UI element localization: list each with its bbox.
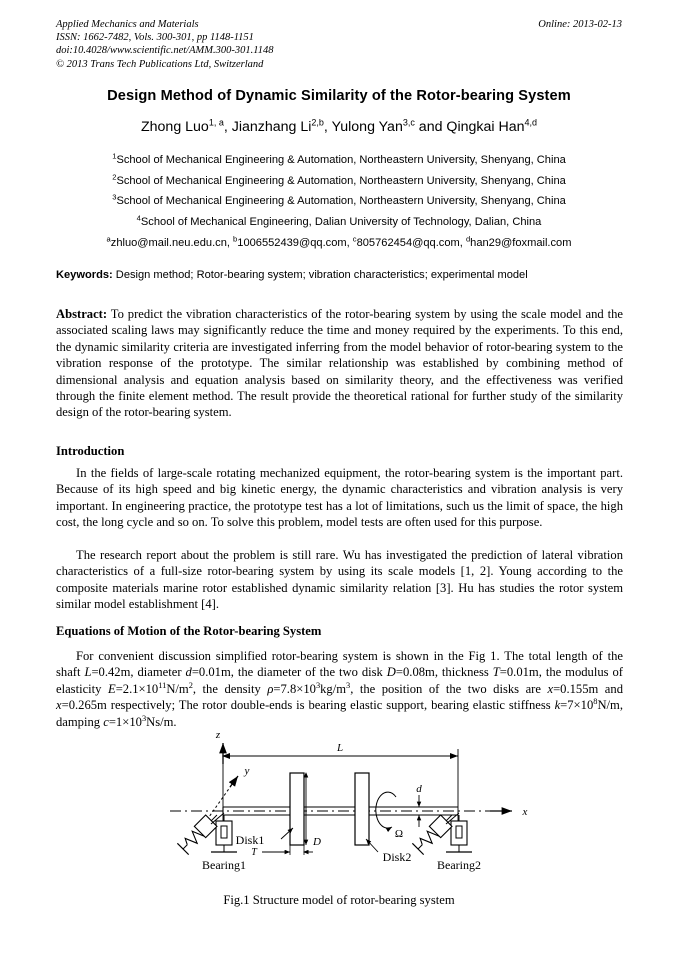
- eq-p1-t9: =7.8×10: [273, 681, 316, 696]
- dimension-d: [416, 783, 422, 827]
- author-sup-3: 3,c: [402, 117, 415, 128]
- axis-z: [215, 729, 223, 764]
- var-rho: ρ: [267, 681, 274, 696]
- bearing1-damper-piston: [221, 826, 227, 838]
- affiliation-3: [40, 191, 638, 212]
- email-marker-d: d: [465, 234, 471, 244]
- introduction-paragraph-2: The research report about the problem is still rare. Wu has investigated the prediction of lateral vibration characteristics of a full-size rotor-bearing system by using its scale models [1, 2]. Young according to the composite materials marine rotor established dynamic similarity relation [3]. Hu has studies the rotor system similar model establishment [4].: [56, 548, 623, 612]
- axis-x-label: x: [522, 806, 528, 818]
- email-b[interactable]: 1006552439@qq.com,: [237, 237, 353, 249]
- affiliation-2: [40, 171, 638, 192]
- eq-p1-t5: =0.01m, the modulus of elasticity: [56, 665, 623, 696]
- section-heading-introduction: Introduction: [56, 444, 125, 458]
- journal-name-text: Applied Mechanics and Materials: [56, 19, 199, 30]
- eq-p1-t14: =7×10: [560, 698, 594, 713]
- abstract-text: To predict the vibration characteristics of the rotor-bearing system by using the scale model and the associated scaling laws may significantly reduce the time and money required by the experiments. To this end, the dynamic similarity criteria are investigated inferring from the model behavior of rotor-bearing system to the vibration response of the prototype. The similar relationship was established by combining method of dimensional analysis and equation analysis based on similarity theory, and the effectiveness was verified through the finite element method. The result provide the theoretical rational for further study of the similarity design of the rotor-bearing system.: [56, 307, 623, 420]
- affiliation-text-3: School of Mechanical Engineering & Automation, Northeastern University, Shenyang, China: [116, 195, 566, 207]
- journal-name: [56, 18, 622, 31]
- affiliation-text-4: School of Mechanical Engineering, Dalian University of Technology, Dalian, China: [140, 215, 542, 228]
- dimension-L: [223, 742, 458, 756]
- eq-p1-t15: N/m, damping: [56, 698, 623, 729]
- var-T: T: [492, 665, 500, 680]
- affiliation-marker-3: 3: [112, 192, 117, 202]
- affiliation-marker-4: 4: [136, 212, 141, 222]
- journal-copyright: © 2013 Trans Tech Publications Ltd, Switzerland: [56, 58, 264, 70]
- author-sup-1: 1, a: [208, 117, 224, 128]
- disk2-label-group: [366, 839, 411, 864]
- axis-z-label: z: [215, 729, 221, 741]
- rotor-bearing-diagram: [0, 726, 678, 891]
- exp-8: 8: [593, 697, 598, 707]
- var-L: L: [84, 665, 92, 680]
- disk1-shape: [290, 773, 304, 845]
- affiliation-text-1: School of Mechanical Engineering & Automation, Northeastern University, Shenyang, China: [116, 154, 566, 166]
- email-c[interactable]: 805762454@qq.com,: [356, 237, 466, 249]
- dimension-d-label: d: [416, 783, 422, 795]
- var-x1: x: [547, 681, 554, 696]
- disk2-shape: [355, 773, 369, 845]
- disk2-label: Disk2: [382, 850, 412, 864]
- rotation-omega: [376, 792, 403, 840]
- author-list: [56, 119, 622, 135]
- eq-p1-t3: =0.01m, the diameter of the two disk: [191, 665, 387, 680]
- dimension-L-label: L: [336, 742, 344, 754]
- keywords-line: [56, 269, 622, 281]
- author-name-1: Zhong Luo: [140, 119, 209, 135]
- email-marker-b: b: [233, 234, 238, 244]
- eq-p1-t2: =0.42m, diameter: [91, 665, 186, 680]
- equations-paragraph-1: [56, 648, 623, 730]
- var-d: d: [185, 665, 192, 680]
- omega-label: Ω: [394, 828, 404, 840]
- eq-p1-t13: =0.265m respectively; The rotor double-ends is bearing elastic support, bearing elastic stiffness: [61, 698, 555, 713]
- eq-p1-t8: , the density: [192, 681, 268, 696]
- eq-p1-t10: kg/m: [320, 681, 347, 696]
- author-sep-3: and: [414, 119, 447, 135]
- var-D: D: [386, 665, 396, 680]
- exp-3a: 3: [315, 680, 321, 690]
- disk1-label: Disk1: [235, 833, 265, 847]
- keywords-text: Design method; Rotor-bearing system; vibration characteristics; experimental model: [112, 269, 528, 281]
- eq-p1-t11: , the position of the two disks are: [350, 681, 548, 696]
- page-title: Design Method of Dynamic Similarity of the Rotor-bearing System: [107, 88, 571, 104]
- var-k: k: [554, 698, 561, 713]
- bearing2: [412, 809, 481, 872]
- journal-header: [56, 18, 622, 71]
- figure-1: [0, 726, 678, 896]
- section-heading-equations: Equations of Motion of the Rotor-bearing System: [56, 624, 322, 638]
- abstract-label: Abstract:: [56, 307, 108, 321]
- eq-p1-t1: For convenient discussion simplified rotor-bearing system is shown in the Fig 1. The total length of the shaft: [56, 649, 623, 680]
- email-d[interactable]: han29@foxmail.com: [470, 237, 572, 249]
- journal-issn: ISSN: 1662-7482, Vols. 300-301, pp 1148-1151: [56, 32, 254, 44]
- eq-p1-t4: =0.08m, thickness: [395, 665, 493, 680]
- author-emails: [40, 233, 638, 254]
- var-x2: x: [56, 698, 62, 713]
- bearing2-label: Bearing2: [437, 858, 481, 872]
- author-sep-1: ,: [223, 119, 232, 135]
- disk1-label-group: [236, 828, 293, 847]
- dimension-D-label: D: [313, 836, 321, 848]
- affiliation-marker-1: 1: [112, 151, 117, 161]
- email-marker-a: a: [106, 234, 111, 244]
- author-sup-4: 4,d: [524, 117, 538, 128]
- figure-1-caption: Fig.1 Structure model of rotor-bearing system: [223, 893, 455, 907]
- var-c: c: [103, 714, 109, 729]
- abstract-block: [56, 306, 623, 421]
- journal-doi: doi:10.4028/www.scientific.net/AMM.300-301.1148: [56, 45, 274, 57]
- axis-y-label: y: [244, 765, 250, 777]
- affiliation-marker-2: 2: [112, 171, 117, 181]
- eq-p1-t6: =2.1×10: [115, 681, 159, 696]
- eq-p1-t7: N/m: [166, 681, 189, 696]
- affiliation-block: [40, 150, 638, 254]
- dimension-T-label: T: [251, 847, 257, 858]
- eq-p1-t12: =0.155m and: [553, 681, 623, 696]
- eq-p1-t16: =1×10: [108, 714, 142, 729]
- author-name-3: Yulong Yan: [331, 119, 403, 135]
- keywords-label: Keywords:: [56, 269, 113, 281]
- affiliation-1: [40, 150, 638, 171]
- var-E: E: [107, 681, 116, 696]
- email-a[interactable]: zhluo@mail.neu.edu.cn,: [110, 237, 234, 249]
- author-name-2: Jianzhang Li: [231, 119, 312, 135]
- exp-3b: 3: [346, 680, 351, 690]
- introduction-paragraph-1: In the fields of large-scale rotating mechanized equipment, the rotor-bearing system is the important part. Because of its high speed and big kinetic energy, the dynamic characteristics and vibration analysis is very important. In engineering practice, the prototype test has a lot of limitations, such us the limit of space, the high cost, the long cycle and so on. To solve this problem, model tests are often used for this purpose.: [56, 466, 623, 530]
- affiliation-4: [40, 212, 638, 233]
- author-name-4: Qingkai Han: [446, 119, 525, 135]
- exp-2: 2: [188, 680, 193, 690]
- exp-11: 11: [158, 680, 167, 690]
- exp-3c: 3: [141, 713, 147, 723]
- author-sup-2: 2,b: [311, 117, 324, 128]
- author-sep-2: ,: [323, 119, 332, 135]
- bearing1-label: Bearing1: [202, 858, 246, 872]
- email-marker-c: c: [352, 234, 357, 244]
- affiliation-text-2: School of Mechanical Engineering & Automation, Northeastern University, Shenyang, China: [116, 174, 566, 187]
- online-date: Online: 2013-02-13: [538, 19, 622, 30]
- eq-p1-t17: Ns/m.: [146, 714, 177, 729]
- bearing2-damper-piston: [456, 826, 462, 838]
